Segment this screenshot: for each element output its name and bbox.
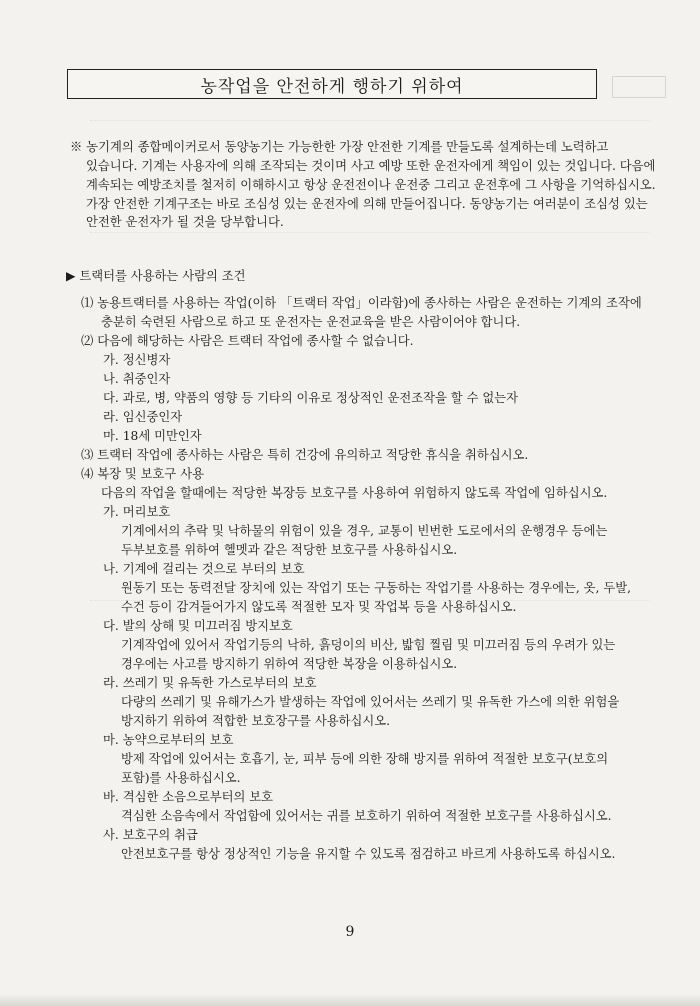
list-item: 다. 발의 상해 및 미끄러짐 방지보호 bbox=[103, 619, 293, 633]
list-item: 라. 임신중인자 bbox=[103, 410, 183, 424]
list-item: 두부보호를 위하여 헬멧과 같은 적당한 보호구를 사용하십시오. bbox=[121, 543, 458, 557]
page-number: 9 bbox=[345, 924, 355, 940]
intro-line: 가장 안전한 기계구조는 바로 조심성 있는 운전자에 의해 만들어집니다. 동양농기는 여러분이 조심성 있는 bbox=[86, 197, 648, 211]
list-item: ⑷ 복장 및 보호구 사용 bbox=[81, 467, 204, 481]
list-item: 마. 농약으로부터의 보호 bbox=[103, 733, 234, 747]
list-item: 바. 격심한 소음으로부터의 보호 bbox=[103, 790, 274, 804]
intro-line: 있습니다. 기계는 사용자에 의해 조작되는 것이며 사고 예방 또한 운전자에게 책임이 있는 것입니다. 다음에 bbox=[86, 159, 656, 173]
list-item: 다음의 작업을 할때에는 적당한 복장등 보호구를 사용하여 위험하지 않도록 작업에 임하십시오. bbox=[101, 486, 608, 500]
intro-line: 안전한 운전자가 될 것을 당부합니다. bbox=[86, 215, 284, 229]
list-item: 마. 18세 미만인자 bbox=[103, 429, 202, 443]
list-item: 다. 과로, 병, 약품의 영향 등 기타의 이유로 정상적인 운전조작을 할 수 없는자 bbox=[103, 391, 518, 405]
list-item: ⑵ 다음에 해당하는 사람은 트랙터 작업에 종사할 수 없습니다. bbox=[81, 334, 414, 348]
list-item: 기계에서의 추락 및 낙하물의 위험이 있을 경우, 교통이 빈번한 도로에서의 운행경우 등에는 bbox=[121, 524, 608, 538]
list-item: ⑴ 농용트랙터를 사용하는 작업(이하 「트랙터 작업」이라함)에 종사하는 사람은 운전하는 기계의 조작에 bbox=[81, 296, 642, 310]
list-item: 수건 등이 감겨들어가지 않도록 적절한 모자 및 작업복 등을 사용하십시오. bbox=[121, 600, 517, 614]
list-item: 라. 쓰레기 및 유독한 가스로부터의 보호 bbox=[103, 676, 317, 690]
list-item: 나. 기계에 걸리는 것으로 부터의 보호 bbox=[103, 562, 305, 576]
list-item: 방제 작업에 있어서는 호흡기, 눈, 피부 등에 의한 장해 방지를 위하여 적절한 보호구(보호의 bbox=[121, 752, 609, 766]
list-item: 방지하기 위하여 적합한 보호장구를 사용하십시오. bbox=[121, 714, 390, 728]
list-item: ⑶ 트랙터 작업에 종사하는 사람은 특히 건강에 유의하고 적당한 휴식을 취하십시오. bbox=[81, 448, 529, 462]
list-item: 충분히 숙련된 사람으로 하고 또 운전자는 운전교육을 받은 사람이어야 합니다. bbox=[101, 315, 521, 329]
scan-edge bbox=[0, 994, 700, 1006]
list-item: 격심한 소음속에서 작업함에 있어서는 귀를 보호하기 위하여 적절한 보호구를 사용하십시오. bbox=[121, 809, 612, 823]
list-item: 가. 머리보호 bbox=[103, 505, 171, 519]
list-item: 안전보호구를 항상 정상적인 기능을 유지할 수 있도록 점검하고 바르게 사용하도록 하십시오. bbox=[121, 847, 616, 861]
bleed-through-line bbox=[90, 232, 650, 234]
list-item: 경우에는 사고를 방지하기 위하여 적당한 복장을 이용하십시오. bbox=[121, 657, 458, 671]
list-item: 포함)를 사용하십시오. bbox=[121, 771, 241, 785]
intro-line: 계속되는 예방조치를 철저히 이해하시고 항상 운전전이나 운전중 그리고 운전후에 그 사항을 기억하십시오. bbox=[86, 178, 656, 192]
bleed-through-line bbox=[90, 120, 650, 122]
list-item: 사. 보호구의 취급 bbox=[103, 828, 198, 842]
list-item: 원동기 또는 동력전달 장치에 있는 작업기 또는 구동하는 작업기를 사용하는 경우에는, 옷, 두발, bbox=[121, 581, 632, 595]
bleed-through-tab bbox=[612, 76, 666, 98]
list-item: 가. 정신병자 bbox=[103, 353, 171, 367]
list-item: 기계작업에 있어서 작업기등의 낙하, 흙덩이의 비산, 밟힘 찔림 및 미끄러짐 등의 우려가 있는 bbox=[121, 638, 616, 652]
page-title: 농작업을 안전하게 행하기 위하여 bbox=[67, 69, 597, 99]
list-item: 나. 취중인자 bbox=[103, 372, 171, 386]
intro-line: ※ 농기계의 종합메이커로서 동양농기는 가능한한 가장 안전한 기계를 만들도록 설계하는데 노력하고 bbox=[70, 140, 609, 154]
section-heading: ▶ 트랙터를 사용하는 사람의 조건 bbox=[66, 269, 246, 283]
list-item: 다량의 쓰레기 및 유해가스가 발생하는 작업에 있어서는 쓰레기 및 유독한 가스에 의한 위험을 bbox=[121, 695, 620, 709]
